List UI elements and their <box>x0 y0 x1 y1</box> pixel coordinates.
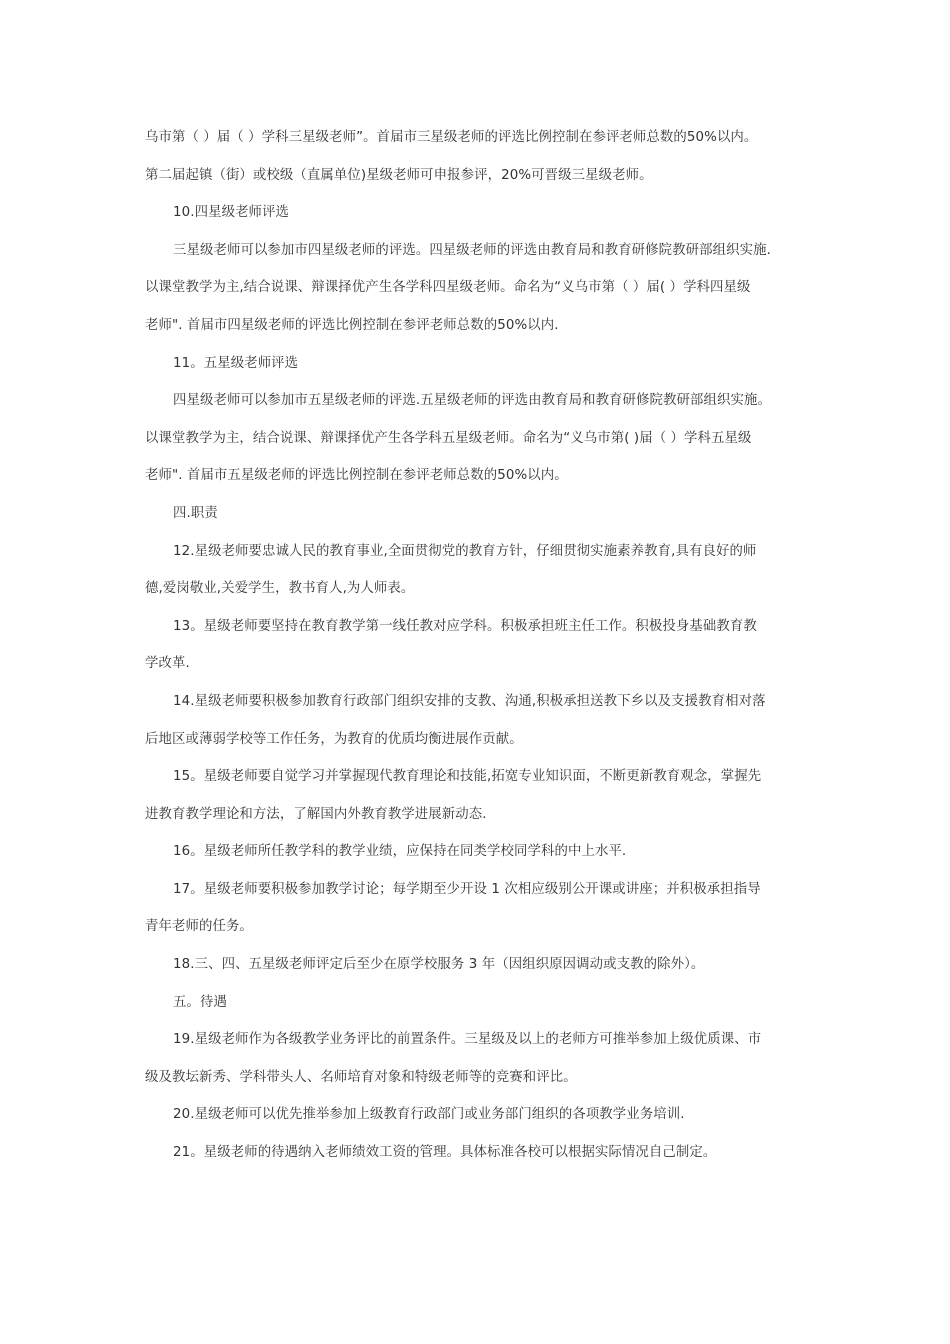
text-line: 学改革. <box>145 656 190 672</box>
text-line: 21。星级老师的待遇纳入老师绩效工资的管理。具体标准各校可以根据实际情况自己制定。 <box>173 1145 717 1161</box>
text-line: 四.职责 <box>173 505 218 521</box>
text-line: 13。星级老师要坚持在教育教学第一线任教对应学科。积极承担班主任工作。积极投身基础教育教 <box>173 618 757 634</box>
text-line: 乌市第（ ）届（ ）学科三星级老师”。首届市三星级老师的评选比例控制在参评老师总数的50%以内。 <box>145 130 758 145</box>
document-body <box>145 119 810 1172</box>
text-line: 12.星级老师要忠诚人民的教育事业,全面贯彻党的教育方针，仔细贯彻实施素养教育,具有良好的师 <box>173 543 757 559</box>
text-line: 级及教坛新秀、学科带头人、名师培育对象和特级老师等的竞赛和评比。 <box>145 1069 577 1085</box>
text-line: 17。星级老师要积极参加教学讨论；每学期至少开设 1 次相应级别公开课或讲座；并积极承担指导 <box>173 881 761 897</box>
text-line: 以课堂教学为主，结合说课、辩课择优产生各学科五星级老师。命名为“义乌市第( )届（ ）学科五星级 <box>145 430 752 446</box>
text-line: 进教育教学理论和方法，了解国内外教育教学进展新动态. <box>145 806 487 822</box>
text-line: 后地区或薄弱学校等工作任务，为教育的优质均衡进展作贡献。 <box>145 731 523 747</box>
text-line: 青年老师的任务。 <box>145 919 253 935</box>
text-line: 德,爱岗敬业,关爱学生，教书育人,为人师表。 <box>145 581 415 597</box>
text-line: 11。五星级老师评选 <box>173 355 299 371</box>
text-line: 四星级老师可以参加市五星级老师的评选.五星级老师的评选由教育局和教育研修院教研部组织实施。 <box>173 393 771 409</box>
text-line: 14.星级老师要积极参加教育行政部门组织安排的支教、沟通,积极承担送教下乡以及支援教育相对落 <box>173 693 766 709</box>
text-line: 以课堂教学为主,结合说课、辩课择优产生各学科四星级老师。命名为“义乌市第（ ）届( ）学科四星级 <box>145 280 751 296</box>
text-line: 第二届起镇（街）或校级（直属单位)星级老师可申报参评，20%可晋级三星级老师。 <box>145 167 653 183</box>
text-line: 19.星级老师作为各级教学业务评比的前置条件。三星级及以上的老师方可推举参加上级优质课、市 <box>173 1032 762 1048</box>
text-line: 三星级老师可以参加市四星级老师的评选。四星级老师的评选由教育局和教育研修院教研部组织实施. <box>173 242 771 258</box>
text-line: 15。星级老师要自觉学习并掌握现代教育理论和技能,拓宽专业知识面，不断更新教育观念，掌握先 <box>173 769 762 785</box>
text-line: 老师". 首届市四星级老师的评选比例控制在参评老师总数的50%以内. <box>145 317 559 333</box>
text-line: 老师". 首届市五星级老师的评选比例控制在参评老师总数的50%以内。 <box>145 468 568 484</box>
text-line: 10.四星级老师评选 <box>173 205 290 221</box>
text-line: 20.星级老师可以优先推举参加上级教育行政部门或业务部门组织的各项教学业务培训. <box>173 1107 685 1123</box>
text-line: 16。星级老师所任教学科的教学业绩，应保持在同类学校同学科的中上水平. <box>173 844 627 860</box>
text-line: 18.三、四、五星级老师评定后至少在原学校服务 3 年（因组织原因调动或支教的除外）。 <box>173 957 705 973</box>
text-line: 五。待遇 <box>173 994 227 1010</box>
